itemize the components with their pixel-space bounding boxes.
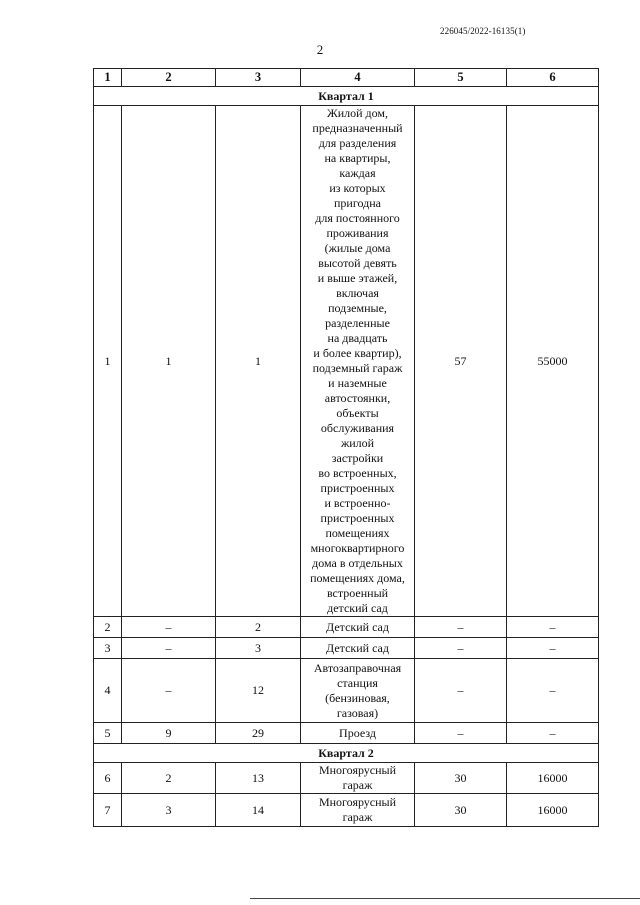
table-row — [94, 638, 599, 659]
column-header: 4 — [301, 69, 415, 87]
cell-col2: – — [122, 617, 216, 638]
cell-col5: 57 — [415, 106, 507, 617]
cell-number: 4 — [94, 659, 122, 723]
cell-col2: 2 — [122, 763, 216, 794]
column-header: 2 — [122, 69, 216, 87]
cell-col6: – — [507, 617, 599, 638]
cell-col5: – — [415, 617, 507, 638]
cell-col5: 30 — [415, 794, 507, 827]
cell-number: 1 — [94, 106, 122, 617]
cell-col3: 3 — [216, 638, 301, 659]
section-row — [94, 744, 599, 763]
cell-number: 2 — [94, 617, 122, 638]
cell-number: 7 — [94, 794, 122, 827]
section-title: Квартал 1 — [94, 87, 599, 106]
cell-col6: – — [507, 659, 599, 723]
cell-description: Детский сад — [301, 617, 415, 638]
cell-col5: 30 — [415, 763, 507, 794]
cell-description: Проезд — [301, 723, 415, 744]
cell-description: Многоярусный гараж — [301, 794, 415, 827]
section-row — [94, 87, 599, 106]
cell-col3: 13 — [216, 763, 301, 794]
cell-col3: 1 — [216, 106, 301, 617]
cell-col2: – — [122, 659, 216, 723]
column-header: 6 — [507, 69, 599, 87]
scan-edge-line — [250, 898, 640, 899]
cell-col5: – — [415, 638, 507, 659]
cell-col3: 14 — [216, 794, 301, 827]
cell-col6: 16000 — [507, 763, 599, 794]
cell-col2: 3 — [122, 794, 216, 827]
cell-number: 3 — [94, 638, 122, 659]
table-row — [94, 659, 599, 723]
cell-col6: 55000 — [507, 106, 599, 617]
cell-col2: 1 — [122, 106, 216, 617]
cell-number: 6 — [94, 763, 122, 794]
cell-description: Автозаправочная станция (бензиновая, газовая) — [301, 659, 415, 723]
cell-col6: – — [507, 723, 599, 744]
cell-col3: 29 — [216, 723, 301, 744]
table-header-row — [94, 69, 599, 87]
cell-col5: – — [415, 723, 507, 744]
cell-col6: – — [507, 638, 599, 659]
table-row — [94, 794, 599, 827]
cell-description: Детский сад — [301, 638, 415, 659]
cell-col5: – — [415, 659, 507, 723]
column-header: 1 — [94, 69, 122, 87]
document-number: 226045/2022-16135(1) — [440, 26, 526, 36]
column-header: 3 — [216, 69, 301, 87]
table-row — [94, 106, 599, 617]
page-number: 2 — [316, 42, 324, 57]
section-title: Квартал 2 — [94, 744, 599, 763]
data-table — [93, 68, 599, 827]
cell-description: Жилой дом, предназначенный для разделения на квартиры, каждая из которых пригодна для постоянного проживания (жилые дома высотой девять и выше этажей, включая подземные, разделенные на двадцать и более квартир), подземный гараж и наземные автостоянки, объекты обслуживания жилой застройки во встроенных, пристроенных и встроенно- пристроенных помещениях многоквартирного дома в отдельных помещениях дома, встроенный детский сад — [301, 106, 415, 617]
cell-col2: 9 — [122, 723, 216, 744]
cell-col3: 12 — [216, 659, 301, 723]
table-row — [94, 617, 599, 638]
table-row — [94, 723, 599, 744]
cell-description: Многоярусный гараж — [301, 763, 415, 794]
cell-col2: – — [122, 638, 216, 659]
cell-col6: 16000 — [507, 794, 599, 827]
cell-number: 5 — [94, 723, 122, 744]
column-header: 5 — [415, 69, 507, 87]
table-row — [94, 763, 599, 794]
cell-col3: 2 — [216, 617, 301, 638]
